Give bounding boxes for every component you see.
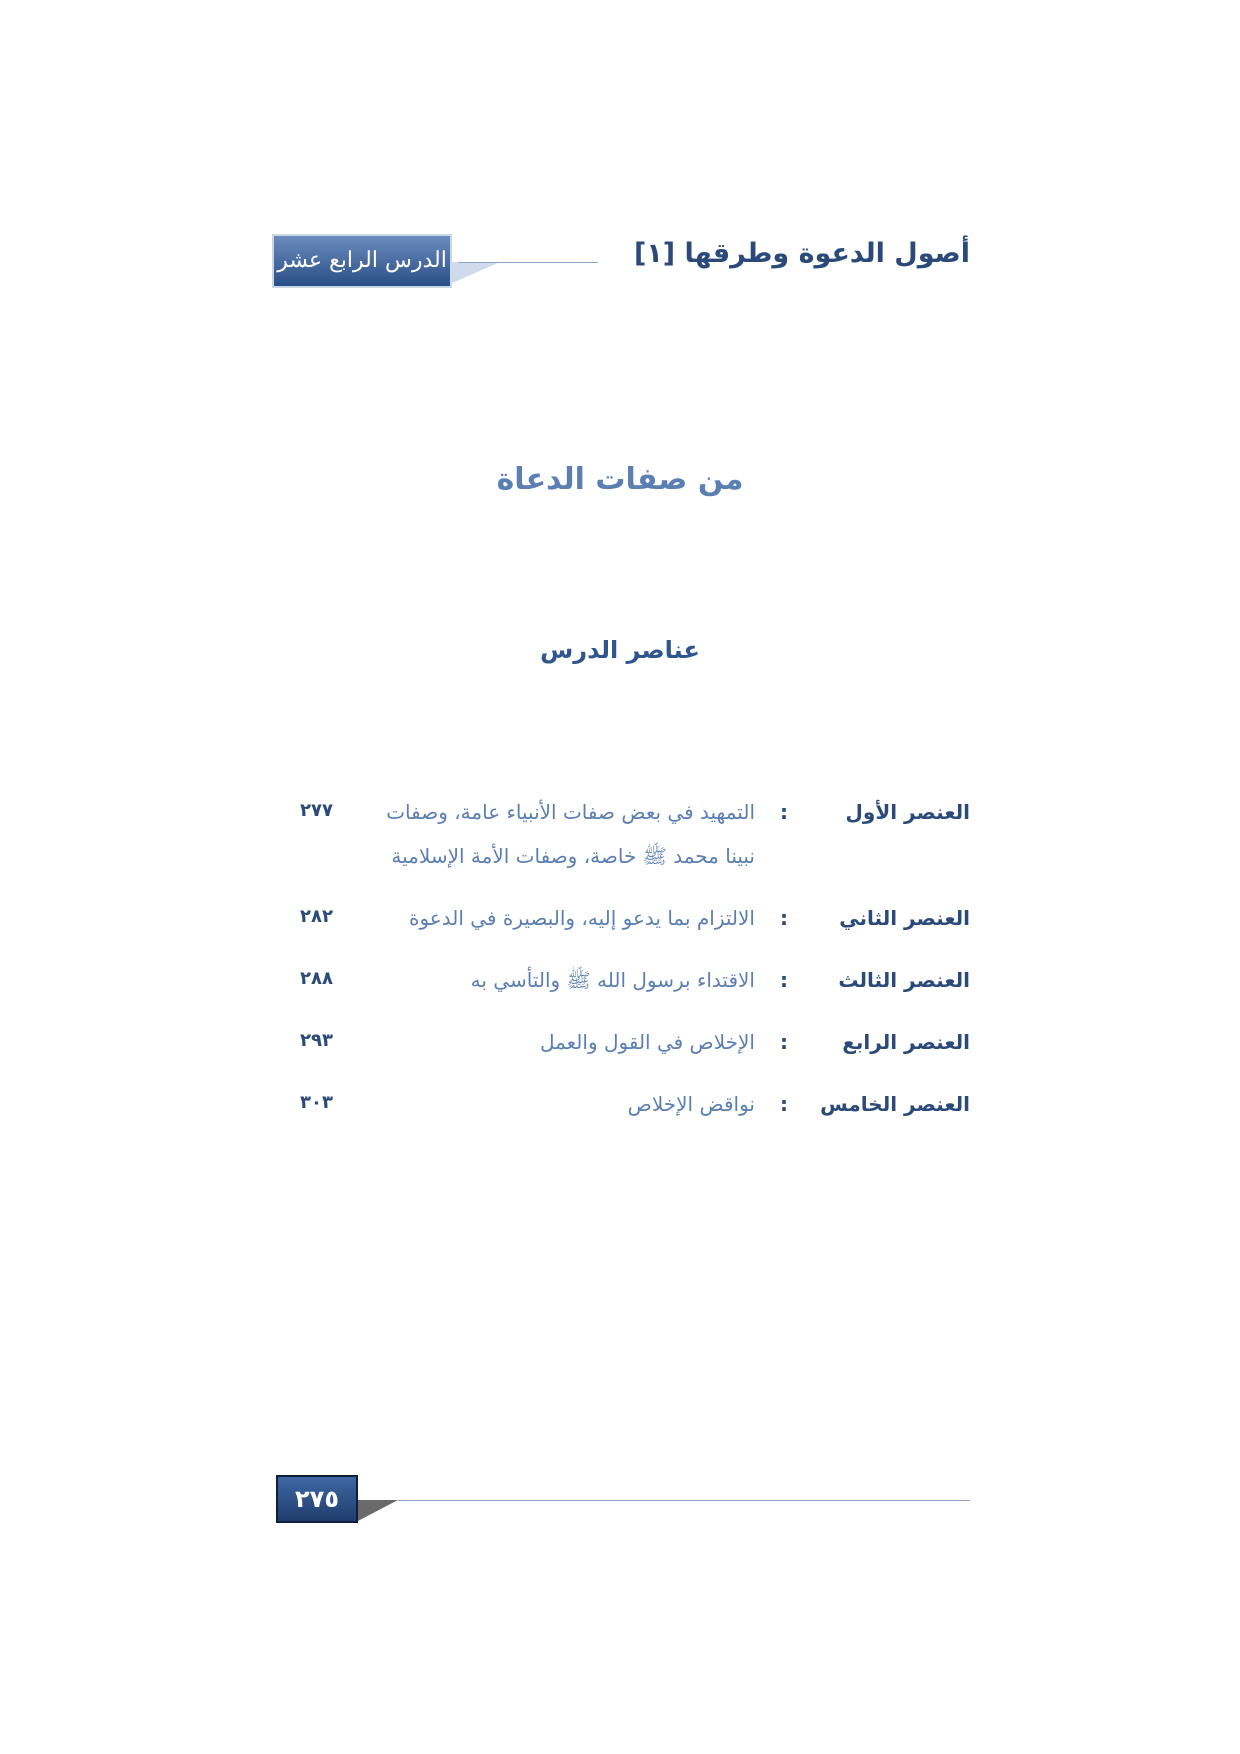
element-label: العنصر الثاني [839,906,970,930]
element-description: الاقتداء برسول الله ﷺ والتأسي به [470,968,755,992]
element-colon: : [780,968,788,992]
lesson-badge: الدرس الرابع عشر [272,234,452,288]
element-description: التمهيد في بعض صفات الأنبياء عامة، وصفات نبينا محمد ﷺ خاصة، وصفات الأمة الإسلامية [386,800,755,868]
section-heading: عناصر الدرس [540,636,700,664]
element-page-number: ٢٨٨ [300,968,333,989]
element-page-number: ٢٨٢ [300,906,333,927]
element-description: الالتزام بما يدعو إليه، والبصيرة في الدعوة [409,906,755,930]
page-number-shadow [356,1500,398,1522]
element-row-1 [290,800,970,868]
element-label: العنصر الأول [845,800,970,824]
element-label: العنصر الرابع [842,1030,970,1054]
element-colon: : [780,1092,788,1116]
element-colon: : [780,906,788,930]
book-title: أصول الدعوة وطرقها [١] [633,238,970,269]
element-page-number: ٣٠٣ [300,1092,333,1113]
footer-rule [398,1500,970,1501]
page-number: ٢٧٥ [276,1475,358,1523]
element-page-number: ٢٧٧ [300,800,333,821]
element-row-2 [290,906,970,952]
element-description: نواقض الإخلاص [627,1092,755,1116]
element-colon: : [780,1030,788,1054]
lesson-title: من صفات الدعاة [496,462,744,497]
element-page-number: ٢٩٣ [300,1030,333,1051]
element-row-5 [290,1092,970,1138]
element-label: العنصر الخامس [820,1092,970,1116]
element-label: العنصر الثالث [838,968,970,992]
element-row-3 [290,968,970,1014]
badge-tail-decoration [450,262,500,284]
element-row-4 [290,1030,970,1076]
header-rule [458,262,598,263]
running-header [270,232,970,290]
element-description: الإخلاص في القول والعمل [539,1030,755,1054]
element-colon: : [780,800,788,824]
